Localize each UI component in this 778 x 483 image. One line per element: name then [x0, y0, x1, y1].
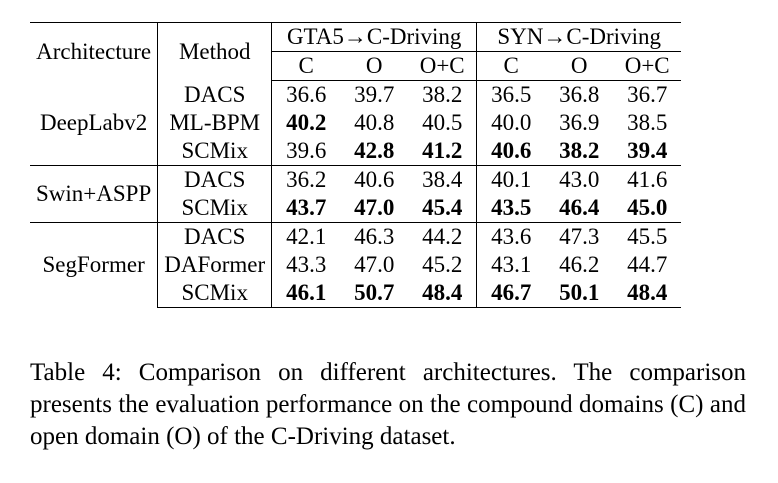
table-row	[30, 166, 681, 195]
value-cell: 36.9	[559, 110, 600, 135]
value-cell: 47.3	[545, 223, 613, 252]
results-table-body	[30, 23, 681, 308]
value-cell: 40.8	[354, 110, 395, 135]
value-cell: 36.6	[286, 82, 327, 107]
value-cell: 46.1	[272, 279, 341, 308]
results-table	[30, 22, 681, 308]
method-cell: DACS	[158, 166, 272, 195]
value-cell: 47.0	[354, 195, 395, 220]
value-cell: 45.4	[408, 194, 477, 223]
header-group-gta5: GTA5→C-Driving	[272, 23, 477, 52]
method-cell: ML-BPM	[158, 109, 272, 137]
subheader-cell: O+C	[408, 52, 477, 81]
value-cell: 45.0	[627, 195, 668, 220]
value-cell: 45.5	[613, 223, 681, 252]
value-cell: 50.7	[340, 279, 408, 308]
value-cell: 40.0	[491, 110, 532, 135]
table-row	[30, 81, 681, 110]
method-cell: SCMix	[158, 279, 272, 308]
method-cell: SCMix	[158, 194, 272, 223]
value-cell: 44.7	[627, 252, 668, 277]
subheader-cell: C	[272, 52, 341, 81]
method-cell: DACS	[158, 223, 272, 252]
value-cell: 43.1	[491, 252, 532, 277]
method-cell: DAFormer	[158, 251, 272, 279]
value-cell: 44.2	[408, 223, 477, 252]
subheader-cell: O	[340, 52, 408, 81]
value-cell: 36.8	[559, 82, 600, 107]
value-cell: 38.5	[627, 110, 668, 135]
value-cell: 39.4	[627, 138, 668, 163]
value-cell: 38.2	[408, 81, 477, 110]
value-cell: 43.5	[491, 195, 532, 220]
value-cell: 50.1	[545, 279, 613, 308]
architecture-cell: DeepLabv2	[30, 81, 158, 166]
value-cell: 43.3	[286, 252, 327, 277]
value-cell: 40.1	[477, 166, 546, 195]
value-cell: 46.2	[559, 252, 600, 277]
value-cell: 41.2	[408, 137, 477, 166]
subheader-cell: C	[477, 52, 546, 81]
header-group-syn: SYN→C-Driving	[477, 23, 682, 52]
value-cell: 38.4	[408, 166, 477, 195]
value-cell: 40.6	[491, 138, 532, 163]
value-cell: 41.6	[613, 166, 681, 195]
value-cell: 47.0	[354, 252, 395, 277]
value-cell: 40.2	[286, 110, 327, 135]
method-cell: DACS	[158, 81, 272, 110]
value-cell: 36.2	[272, 166, 341, 195]
value-cell: 45.2	[408, 251, 477, 279]
header-method: Method	[158, 23, 272, 81]
value-cell: 46.3	[340, 223, 408, 252]
method-cell: SCMix	[158, 137, 272, 166]
subheader-cell: O+C	[613, 52, 681, 81]
table-row	[30, 223, 681, 252]
value-cell: 36.5	[491, 82, 532, 107]
value-cell: 43.0	[545, 166, 613, 195]
value-cell: 46.7	[477, 279, 546, 308]
value-cell: 43.7	[286, 195, 327, 220]
value-cell: 43.6	[477, 223, 546, 252]
subheader-cell: O	[545, 52, 613, 81]
architecture-cell: Swin+ASPP	[30, 166, 158, 223]
table-caption: Table 4: Comparison on different architectures. The comparison presents the evaluation performance on the compound domains (C) and open domain (O) of the C-Driving dataset.	[30, 359, 746, 450]
value-cell: 42.8	[354, 138, 395, 163]
value-cell: 38.2	[559, 138, 600, 163]
value-cell: 42.1	[272, 223, 341, 252]
value-cell: 39.7	[354, 82, 395, 107]
value-cell: 36.7	[627, 82, 668, 107]
value-cell: 39.6	[286, 138, 327, 163]
architecture-cell: SegFormer	[30, 223, 158, 308]
value-cell: 48.4	[613, 279, 681, 308]
value-cell: 40.6	[340, 166, 408, 195]
value-cell: 46.4	[559, 195, 600, 220]
header-architecture: Architecture	[30, 23, 158, 81]
value-cell: 48.4	[408, 279, 477, 308]
value-cell: 40.5	[408, 109, 477, 137]
